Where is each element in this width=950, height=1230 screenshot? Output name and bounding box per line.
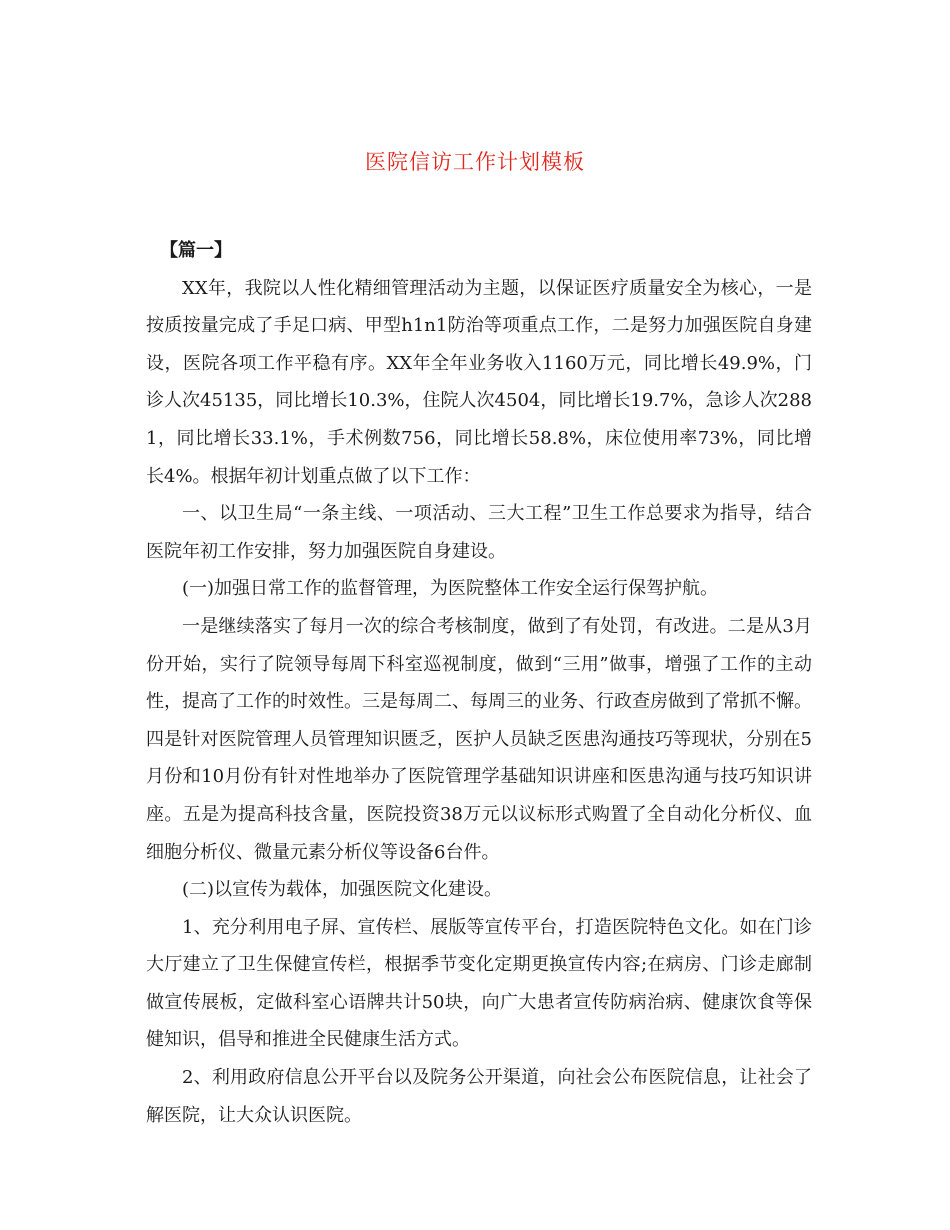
paragraph: (一)加强日常工作的监督管理，为医院整体工作安全运行保驾护航。	[182, 578, 719, 600]
section-heading: 【篇一】	[160, 240, 232, 261]
paragraph: 一、以卫生局“一条主线、一项活动、三大工程”卫生工作总要求为指导，结合医院年初工作安排，努力加强医院自身建设。	[146, 503, 812, 562]
paragraph: (二)以宣传为载体，加强医院文化建设。	[182, 879, 503, 901]
paragraph: 一是继续落实了每月一次的综合考核制度，做到了有处罚，有改进。二是从3月份开始，实行了院领导每周下科室巡视制度，做到“三用”做事，增强了工作的主动性，提高了工作的时效性。三是每周二、每周三的业务、行政查房做到了常抓不懈。四是针对医院管理人员管理知识匮乏，医护人员缺乏医患沟通技巧等现状，分别在5月份和10月份有针对性地举办了医院管理学基础知识讲座和医患沟通与技巧知识讲座。五是为提高科技含量，医院投资38万元以议标形式购置了全自动化分析仪、血细胞分析仪、微量元素分析仪等设备6台件。	[146, 615, 812, 863]
document-body	[146, 232, 812, 1134]
paragraph: 1、充分利用电子屏、宣传栏、展版等宣传平台，打造医院特色文化。如在门诊大厅建立了卫生保健宣传栏，根据季节变化定期更换宣传内容;在病房、门诊走廊制做宣传展板，定做科室心语牌共计50块，向广大患者宣传防病治病、健康饮食等保健知识，倡导和推进全民健康生活方式。	[146, 916, 812, 1051]
document-title: 医院信访工作计划模板	[365, 150, 585, 174]
paragraph: 2、利用政府信息公开平台以及院务公开渠道，向社会公布医院信息，让社会了解医院，让大众认识医院。	[146, 1067, 812, 1126]
paragraph: XX年，我院以人性化精细管理活动为主题，以保证医疗质量安全为核心，一是按质按量完成了手足口病、甲型h1n1防治等项重点工作，二是努力加强医院自身建设，医院各项工作平稳有序。XX年全年业务收入1160万元，同比增长49.9%，门诊人次45135，同比增长10.3%，住院人次4504，同比增长19.7%，急诊人次2881，同比增长33.1%，手术例数756，同比增长58.8%，床位使用率73%，同比增长4%。根据年初计划重点做了以下工作：	[146, 277, 812, 487]
